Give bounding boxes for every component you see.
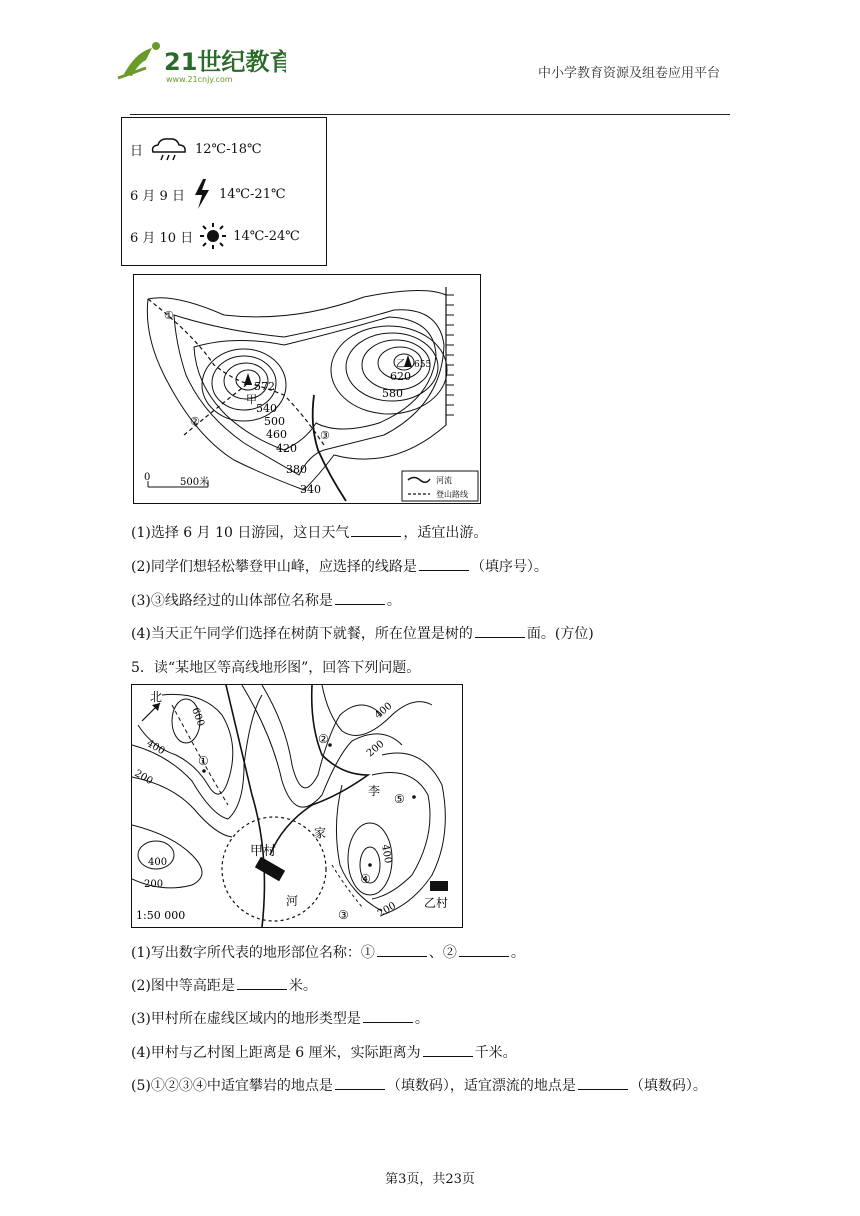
north-label: 北 [150,690,163,704]
village-yi-marker [430,881,448,891]
q5-part1: (1)写出数字所代表的地形部位名称：① 、② 。 [131,945,525,961]
peak-jia-elevation: 572 [254,380,275,393]
answer-blank[interactable] [335,603,385,605]
peak-yi-label: 乙 [396,359,406,370]
svg-text:200: 200 [364,738,387,760]
contour-label-340: 340 [300,483,321,496]
point-2-label: ② [318,732,329,746]
question-3: (3)③线路经过的山体部位名称是 。 [131,593,401,609]
contour-label-500: 500 [264,415,285,428]
contour-label-540: 540 [256,402,277,415]
peak-jia-marker [244,373,252,385]
svg-text:400: 400 [148,857,168,868]
route-1-label: ① [164,309,174,322]
svg-text:400: 400 [372,700,395,722]
logo-text: 21世纪教育 [164,48,286,76]
answer-blank[interactable] [423,1055,473,1057]
village-jia-marker [255,857,285,881]
weather-forecast-box [121,117,327,266]
svg-text:200: 200 [132,768,155,788]
svg-text:200: 200 [376,900,399,920]
weather-row [130,136,262,162]
rain-cloud-icon [149,136,189,162]
point-1-label: ① [198,754,209,768]
page-footer: 第3页，共23页 [385,1172,475,1187]
weather-date: 6 月 9 日 [130,188,185,204]
question-5-title: 5．读“某地区等高线地形图”，回答下列问题。 [131,660,421,676]
answer-blank[interactable] [578,1088,628,1090]
weather-temp: 14℃-21℃ [218,186,286,202]
answer-blank[interactable] [475,636,525,638]
scale-length: 500米 [180,477,210,488]
answer-blank[interactable] [419,569,469,571]
point-3-label: ③ [338,908,349,922]
header-rule [130,114,730,115]
logo [116,38,286,86]
lightning-icon [191,178,213,210]
question-1: (1)选择 6 月 10 日游园，这日天气 ，适宜出游。 [131,525,488,541]
weather-temp: 12℃-18℃ [195,141,262,157]
contour-label-420: 420 [276,442,297,455]
sun-icon [199,222,227,250]
peak-yi-elevation: 655 [414,360,432,370]
legend-route: 登山路线 [436,490,468,499]
legend-river: 河流 [436,476,452,485]
answer-blank[interactable] [459,955,509,957]
answer-blank[interactable] [351,535,401,537]
contour-map-region [131,684,463,928]
weather-date: 6 月 10 日 [130,230,194,246]
peak-jia-label: 甲 [246,393,257,406]
weather-row [130,222,300,250]
scale-zero: 0 [144,472,151,483]
river-label-he: 河 [286,894,299,908]
q5-part5: (5)①②③④中适宜攀岩的地点是 （填数码），适宜漂流的地点是 （填数码）。 [131,1078,707,1094]
weather-temp: 14℃-24℃ [233,228,300,244]
point-5-label: ⑤ [394,792,405,806]
river-label-jia: 家 [314,826,327,840]
site-name: 中小学教育资源及组卷应用平台 [538,66,721,81]
q5-part2: (2)图中等高距是 米。 [131,978,317,994]
river-label-li: 李 [368,784,381,798]
route-2-label: ② [190,415,200,428]
answer-blank[interactable] [377,955,427,957]
map-scale: 1:50 000 [136,909,186,922]
point-4-label: ④ [360,872,371,886]
svg-text:600: 600 [189,706,207,728]
question-4: (4)当天正午同学们选择在树荫下就餐，所在位置是树的 面。(方位) [131,626,594,642]
village-jia-label: 甲村 [250,844,277,859]
logo-url: www.21cnjy.com [166,75,233,84]
contour-label-620: 620 [390,370,411,383]
svg-text:400: 400 [144,738,167,758]
contour-label-380: 380 [286,463,307,476]
q5-part3: (3)甲村所在虚线区域内的地形类型是 。 [131,1011,429,1027]
svg-text:400: 400 [379,843,394,865]
contour-label-580: 580 [382,387,403,400]
contour-label-460: 460 [266,428,287,441]
question-2: (2)同学们想轻松攀登甲山峰，应选择的线路是 （填序号）。 [131,559,548,575]
route-3-label: ③ [320,429,330,442]
answer-blank[interactable] [237,988,287,990]
answer-blank[interactable] [335,1088,385,1090]
weather-date: 日 [130,143,144,159]
weather-row [130,178,286,210]
svg-text:200: 200 [144,879,164,890]
village-yi-label: 乙村 [424,896,449,910]
answer-blank[interactable] [363,1021,413,1023]
contour-map-park [133,274,481,504]
q5-part4: (4)甲村与乙村图上距离是 6 厘米，实际距离为 千米。 [131,1045,517,1061]
